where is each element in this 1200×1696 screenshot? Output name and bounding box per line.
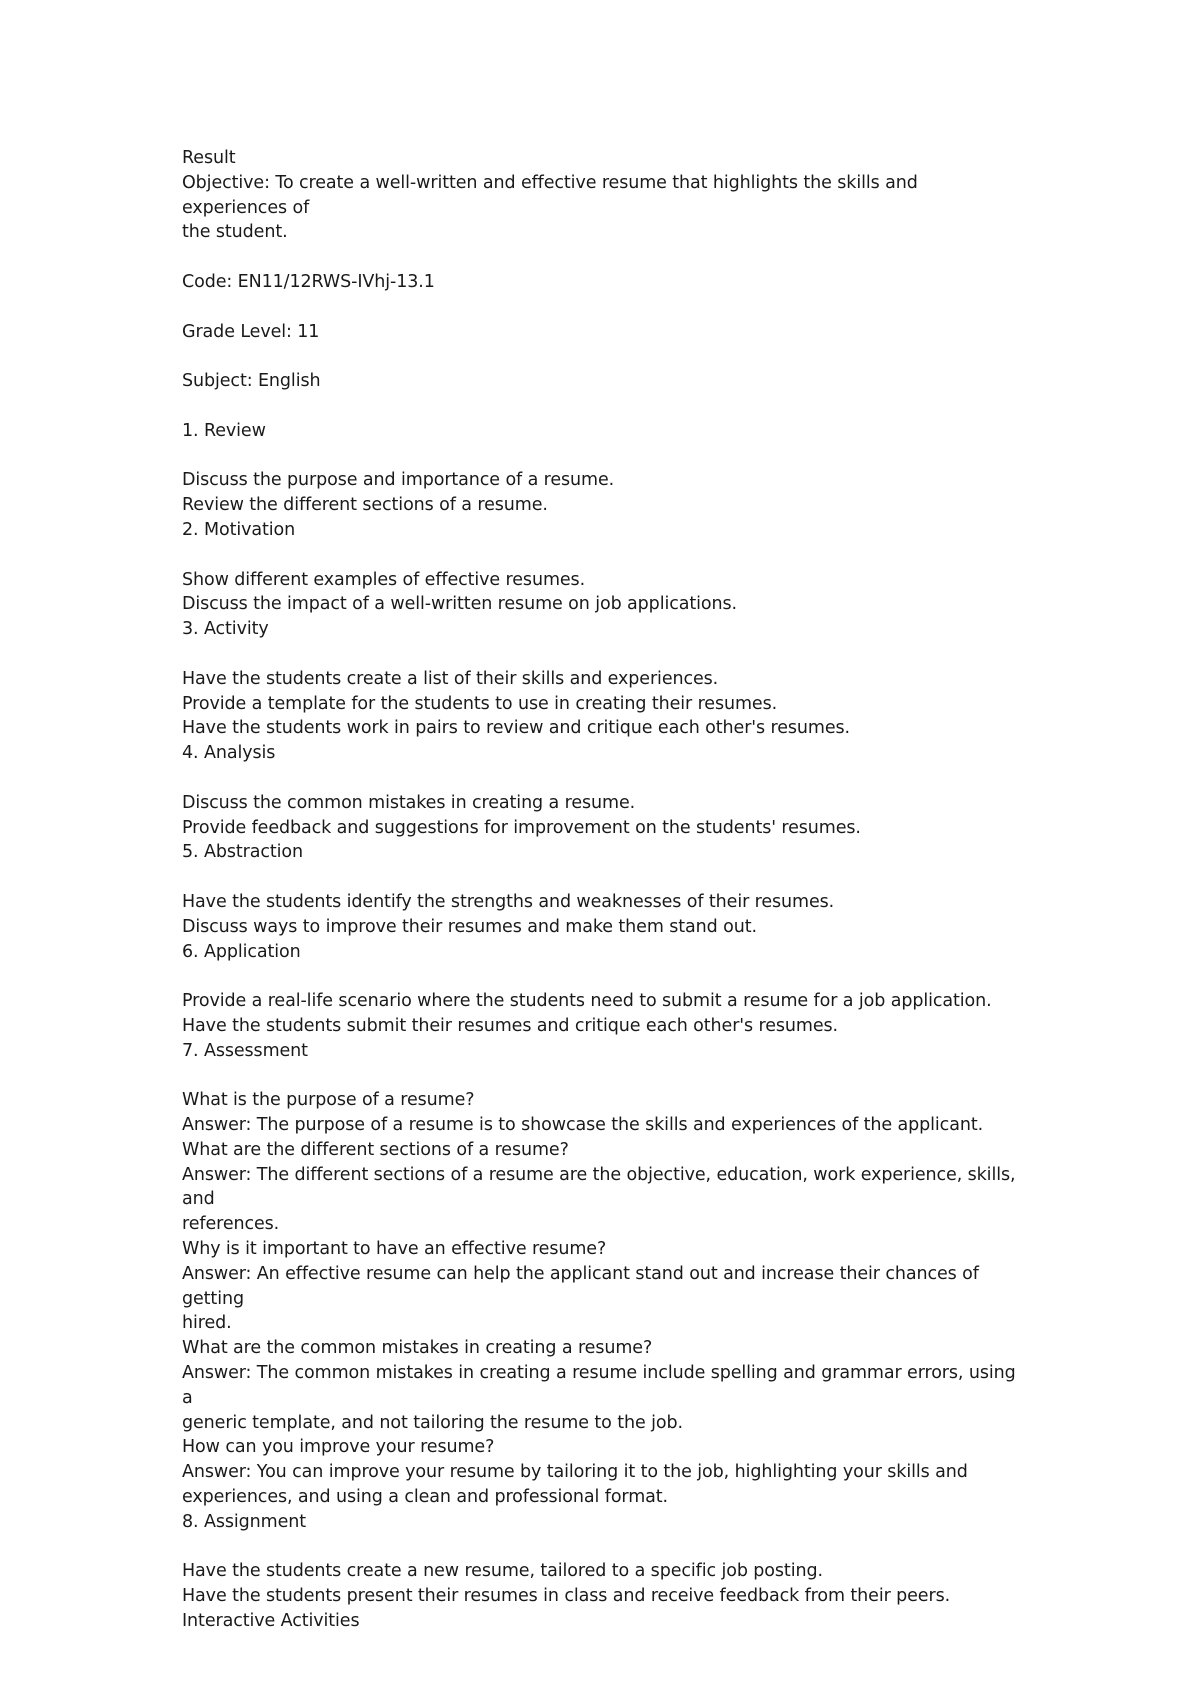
lesson-sections bbox=[182, 419, 1022, 1634]
blank-line bbox=[182, 444, 1018, 469]
section-heading: 5. Abstraction bbox=[182, 842, 303, 863]
section-text-line: Have the students submit their resumes and critique each other's resumes. bbox=[182, 1015, 838, 1036]
section-text-line: Review the different sections of a resume. bbox=[182, 495, 548, 516]
subject-line: Subject: English bbox=[182, 371, 321, 392]
section-text-line: references. bbox=[182, 1214, 280, 1235]
document-body bbox=[182, 146, 1022, 1634]
section-heading: 6. Application bbox=[182, 941, 301, 962]
section-text-line: experiences, and using a clean and professional format. bbox=[182, 1487, 669, 1508]
section-text-line: What are the common mistakes in creating a resume? bbox=[182, 1338, 653, 1359]
blank-line bbox=[182, 344, 1018, 369]
section-text-line: Discuss ways to improve their resumes and make them stand out. bbox=[182, 916, 757, 937]
section-text-line: What are the different sections of a resume? bbox=[182, 1139, 569, 1160]
blank-line bbox=[182, 394, 1018, 419]
section-text-line: Have the students work in pairs to review and critique each other's resumes. bbox=[182, 718, 850, 739]
blank-line bbox=[182, 766, 1018, 791]
blank-line bbox=[182, 295, 1018, 320]
section-text-line: generic template, and not tailoring the resume to the job. bbox=[182, 1412, 683, 1433]
blank-line bbox=[182, 245, 1018, 270]
section-text-line: Show different examples of effective resumes. bbox=[182, 569, 586, 590]
document-title: Result bbox=[182, 148, 236, 168]
section-text-line: Provide feedback and suggestions for improvement on the students' resumes. bbox=[182, 817, 861, 838]
blank-line bbox=[182, 1535, 1018, 1560]
section-text-line: Answer: An effective resume can help the applicant stand out and increase their chances of getting bbox=[182, 1263, 985, 1309]
code-line: Code: EN11/12RWS-IVhj-13.1 bbox=[182, 271, 435, 292]
section-text-line: Provide a real-life scenario where the students need to submit a resume for a job application. bbox=[182, 991, 992, 1012]
section-heading: 7. Assessment bbox=[182, 1040, 308, 1061]
section-text-line: hired. bbox=[182, 1313, 232, 1334]
blank-line bbox=[182, 1063, 1018, 1088]
section-heading: 8. Assignment bbox=[182, 1511, 306, 1532]
grade-level-line: Grade Level: 11 bbox=[182, 321, 320, 342]
section-text-line: Why is it important to have an effective resume? bbox=[182, 1239, 607, 1260]
section-text-line: Answer: The different sections of a resume are the objective, education, work experience, skills, and bbox=[182, 1164, 1021, 1210]
objective-line-2: the student. bbox=[182, 222, 288, 243]
section-text-line: Discuss the impact of a well-written resume on job applications. bbox=[182, 594, 737, 615]
blank-line bbox=[182, 865, 1018, 890]
section-text-line: Have the students create a list of their skills and experiences. bbox=[182, 668, 719, 689]
section-text-line: Have the students identify the strengths and weaknesses of their resumes. bbox=[182, 891, 835, 912]
section-heading: 4. Analysis bbox=[182, 743, 276, 764]
blank-line bbox=[182, 642, 1018, 667]
section-text-line: Interactive Activities bbox=[182, 1611, 360, 1632]
section-heading: 2. Motivation bbox=[182, 519, 296, 540]
blank-line bbox=[182, 964, 1018, 989]
section-text-line: Answer: You can improve your resume by tailoring it to the job, highlighting your skills and bbox=[182, 1462, 968, 1483]
section-text-line: Have the students present their resumes in class and receive feedback from their peers. bbox=[182, 1586, 951, 1607]
section-text-line: Answer: The common mistakes in creating a resume include spelling and grammar errors, using a bbox=[182, 1363, 1022, 1408]
section-text-line: Discuss the common mistakes in creating a resume. bbox=[182, 792, 636, 813]
section-heading: 1. Review bbox=[182, 420, 266, 441]
objective-line-1: Objective: To create a well-written and effective resume that highlights the skills and experiences of bbox=[182, 172, 924, 218]
section-text-line: What is the purpose of a resume? bbox=[182, 1090, 475, 1111]
section-heading: 3. Activity bbox=[182, 619, 269, 640]
section-text-line: Discuss the purpose and importance of a resume. bbox=[182, 470, 615, 491]
section-text-line: How can you improve your resume? bbox=[182, 1437, 495, 1458]
section-text-line: Have the students create a new resume, tailored to a specific job posting. bbox=[182, 1561, 823, 1582]
section-text-line: Answer: The purpose of a resume is to showcase the skills and experiences of the applicant. bbox=[182, 1115, 984, 1136]
section-text-line: Provide a template for the students to use in creating their resumes. bbox=[182, 693, 778, 714]
blank-line bbox=[182, 543, 1018, 568]
